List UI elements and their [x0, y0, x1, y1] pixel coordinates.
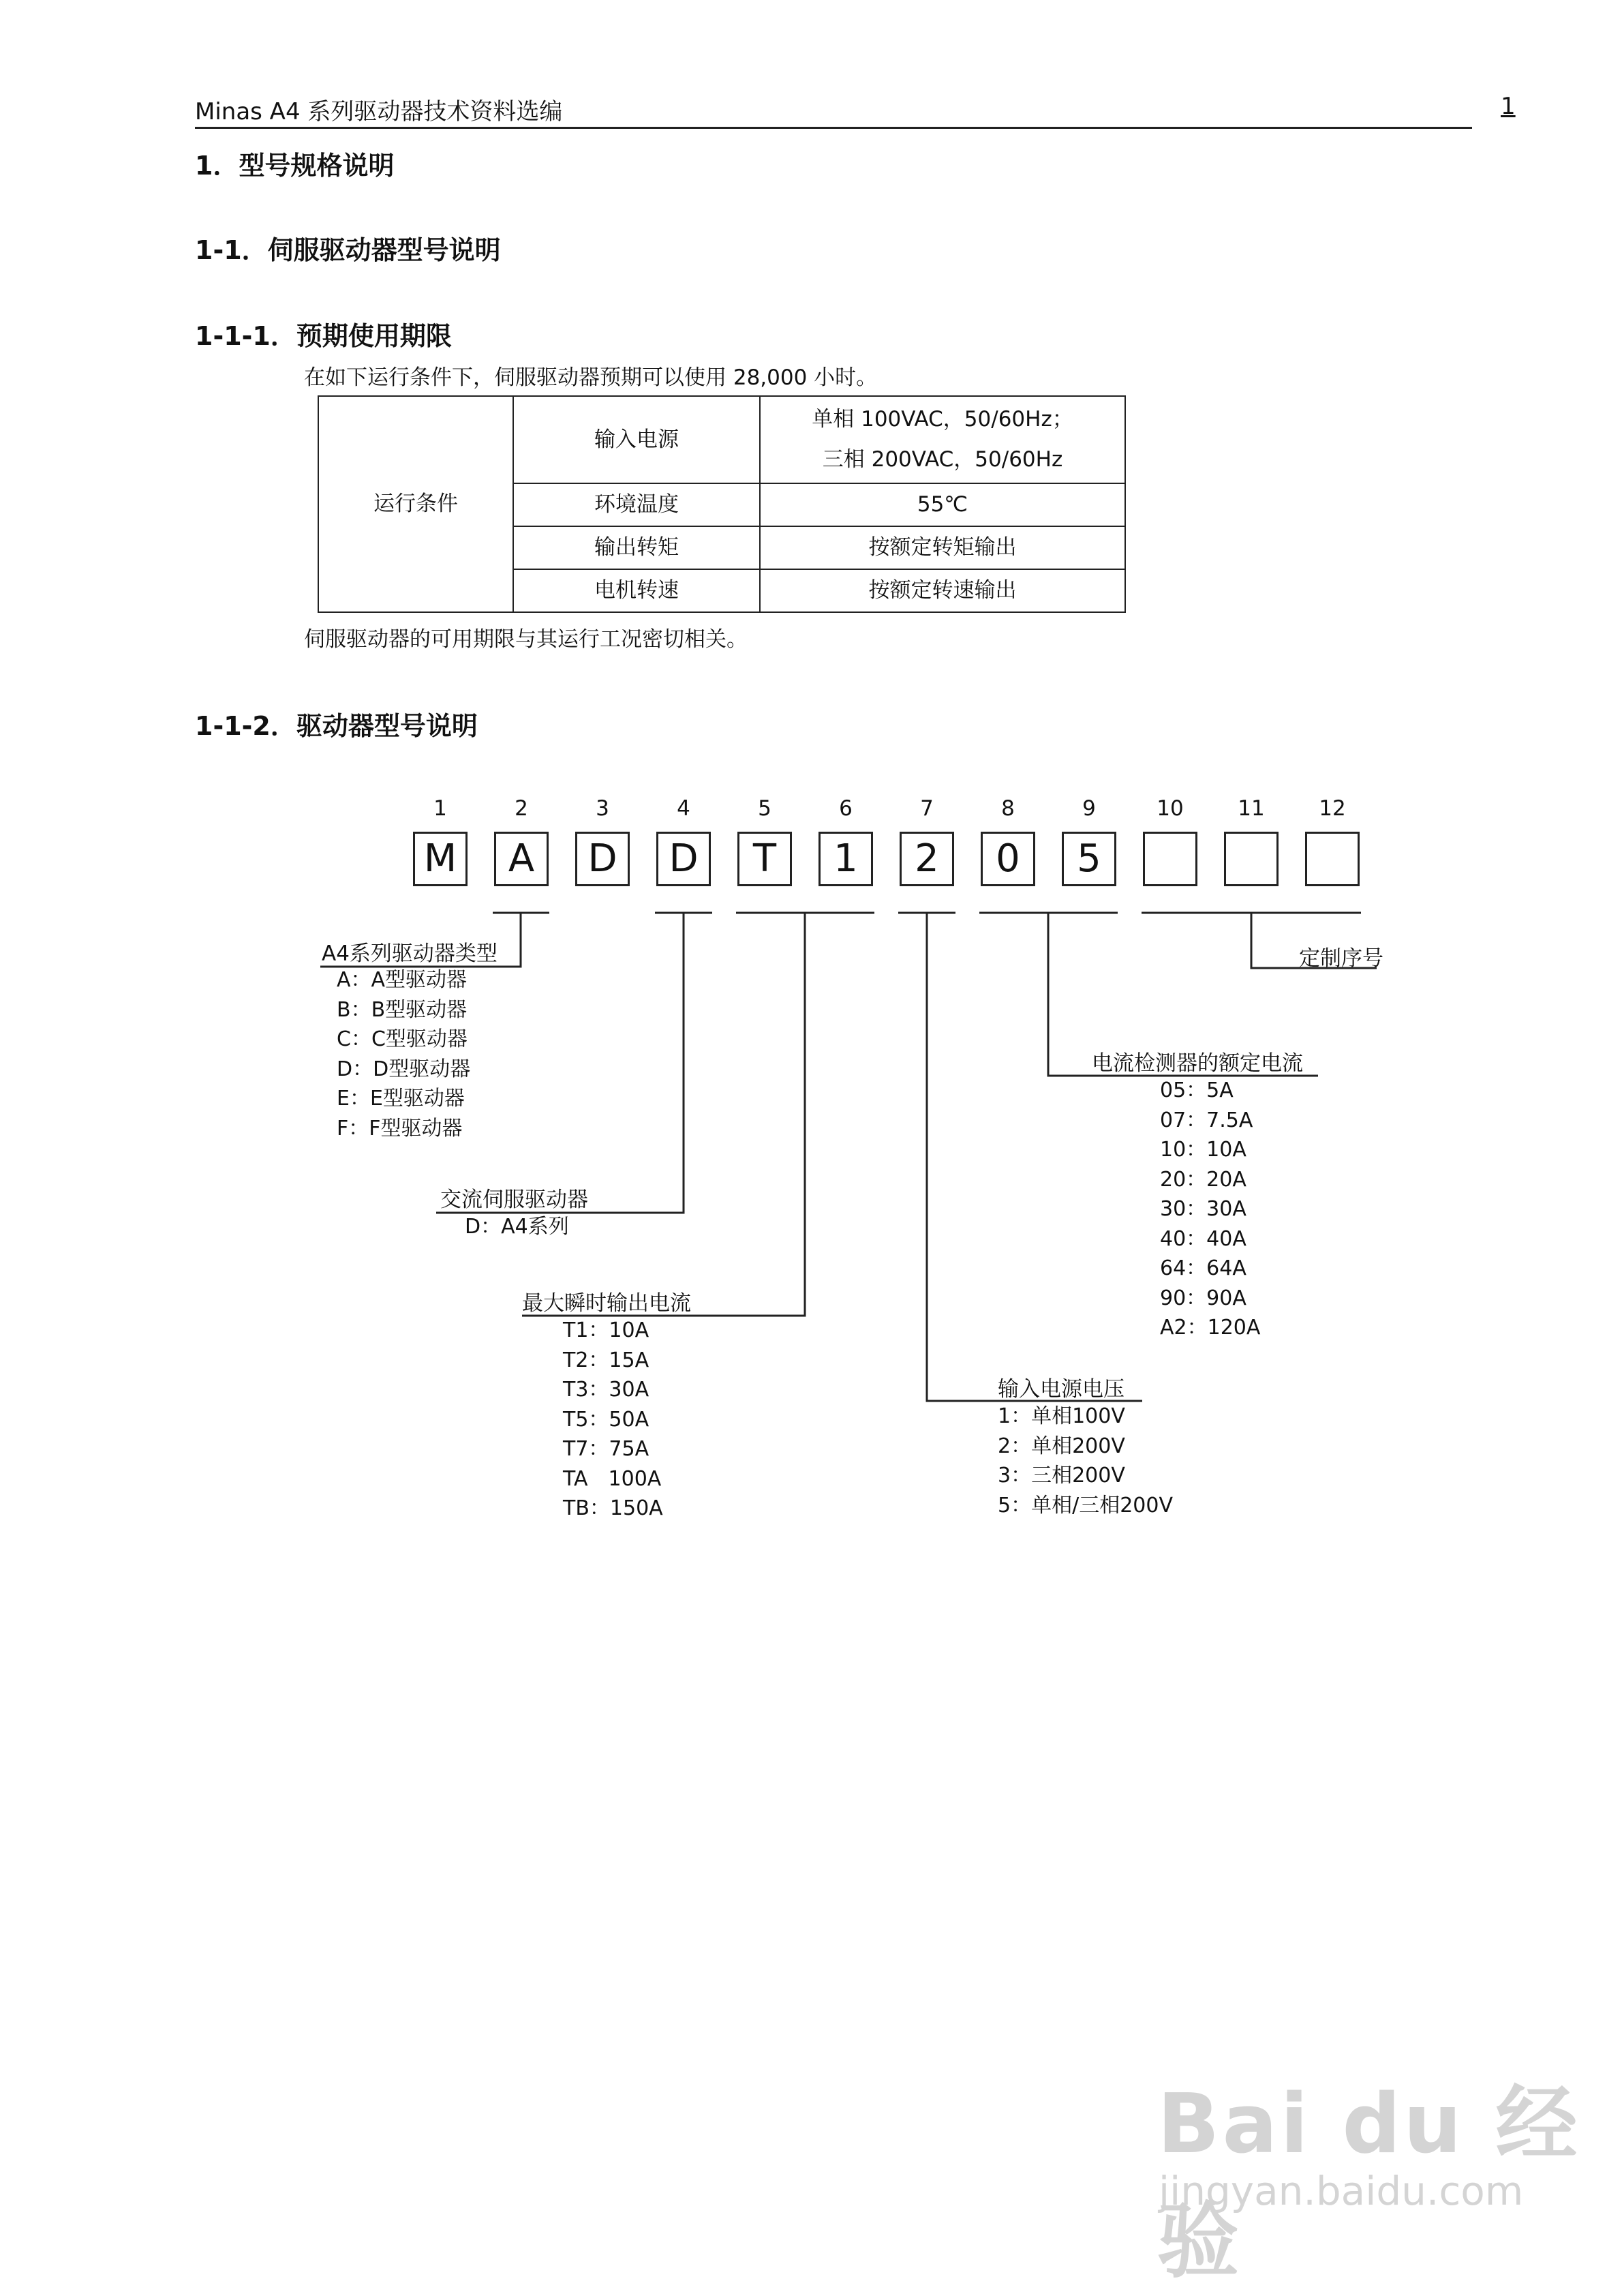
current-option: TA 100A [563, 1466, 662, 1491]
position-number: 3 [596, 796, 609, 821]
position-number: 7 [920, 796, 934, 821]
condition-label-torque: 输出转矩 [513, 526, 760, 569]
model-char-box: 0 [981, 832, 1035, 886]
detector-option: A2：120A [1160, 1316, 1261, 1340]
detector-option: 07：7.5A [1160, 1108, 1253, 1132]
model-char-box: A [494, 832, 549, 886]
current-group-label: 最大瞬时输出电流 [522, 1291, 691, 1316]
voltage-options [998, 1402, 1173, 1520]
section-1-heading: 1．型号规格说明 [195, 151, 395, 181]
type-option: E：E型驱动器 [337, 1087, 465, 1111]
voltage-group-label: 输入电源电压 [998, 1377, 1124, 1402]
position-number: 5 [758, 796, 771, 821]
current-option: T3：30A [563, 1378, 649, 1402]
type-option: B：B型驱动器 [337, 997, 468, 1022]
detector-option: 05：5A [1160, 1078, 1234, 1102]
detector-option: 64：64A [1160, 1256, 1246, 1280]
model-char-box: D [656, 832, 711, 886]
servo-group-label: 交流伺服驱动器 [440, 1188, 588, 1212]
detector-option: 40：40A [1160, 1226, 1246, 1251]
leader-voltage [927, 913, 1142, 1401]
model-char-box: T [737, 832, 792, 886]
condition-label-temp: 环境温度 [513, 483, 760, 526]
condition-group-label: 运行条件 [318, 396, 513, 612]
voltage-option: 5：单相/三相200V [998, 1493, 1173, 1517]
current-option: TB：150A [563, 1496, 663, 1520]
condition-label-speed: 电机转速 [513, 569, 760, 612]
detector-option: 30：30A [1160, 1197, 1246, 1221]
condition-value-power-line1: 单相 100VAC，50/60Hz； [812, 407, 1073, 432]
position-number: 2 [515, 796, 528, 821]
position-number: 12 [1319, 796, 1346, 821]
detector-option: 20：20A [1160, 1167, 1246, 1192]
voltage-option: 3：三相200V [998, 1464, 1125, 1487]
model-char-box: D [575, 832, 630, 886]
type-options [337, 965, 470, 1143]
leader-current [522, 913, 805, 1316]
position-number: 4 [677, 796, 690, 821]
servo-option: D：A4系列 [465, 1215, 569, 1239]
model-char-box: 5 [1062, 832, 1116, 886]
voltage-option: 1：单相100V [998, 1404, 1125, 1428]
lifetime-intro: 在如下运行条件下，伺服驱动器预期可以使用 28,000 小时。 [304, 365, 878, 390]
page-number: 1 [1501, 93, 1516, 120]
type-option: D：D型驱动器 [337, 1057, 471, 1081]
model-char-box: 1 [818, 832, 873, 886]
voltage-option: 2：单相200V [998, 1434, 1125, 1458]
condition-value-power-line2: 三相 200VAC，50/60Hz [822, 447, 1063, 472]
condition-value-speed: 按额定转速输出 [760, 569, 1125, 612]
type-group-label: A4系列驱动器类型 [322, 941, 498, 966]
type-option: C：C型驱动器 [337, 1027, 468, 1051]
current-option: T2：15A [563, 1348, 649, 1372]
current-option: T7：75A [563, 1437, 649, 1461]
lifetime-note: 伺服驱动器的可用期限与其运行工况密切相关。 [304, 627, 748, 652]
model-char-box: M [413, 832, 468, 886]
detector-option: 90：90A [1160, 1286, 1246, 1310]
condition-value-torque: 按额定转矩输出 [760, 526, 1125, 569]
detector-group-label: 电流检测器的额定电流 [1092, 1051, 1303, 1076]
watermark-brand: Bai du 经验 [1157, 2077, 1580, 2289]
position-number: 6 [839, 796, 853, 821]
position-number: 10 [1157, 796, 1184, 821]
condition-value-temp: 55℃ [760, 483, 1125, 526]
section-1-1-heading: 1-1．伺服驱动器型号说明 [195, 235, 501, 265]
custom-group-label: 定制序号 [1299, 946, 1383, 971]
header-title: Minas A4 系列驱动器技术资料选编 [195, 98, 563, 125]
current-option: T1：10A [563, 1318, 649, 1342]
detector-option: 10：10A [1160, 1138, 1246, 1162]
position-number: 8 [1001, 796, 1015, 821]
position-number: 9 [1082, 796, 1096, 821]
position-number: 1 [433, 796, 447, 821]
model-char-box: 2 [900, 832, 954, 886]
watermark-url: jingyan.baidu.com [1159, 2168, 1524, 2214]
position-number: 11 [1238, 796, 1265, 821]
section-1-1-2-heading: 1-1-2．驱动器型号说明 [195, 711, 478, 741]
condition-label-power: 输入电源 [513, 396, 760, 483]
current-options [563, 1316, 663, 1524]
type-option: A：A型驱动器 [337, 968, 468, 992]
detector-options [1160, 1076, 1260, 1343]
current-option: T5：50A [563, 1407, 649, 1432]
section-1-1-1-heading: 1-1-1．预期使用期限 [195, 321, 452, 351]
type-option: F：F型驱动器 [337, 1116, 463, 1141]
